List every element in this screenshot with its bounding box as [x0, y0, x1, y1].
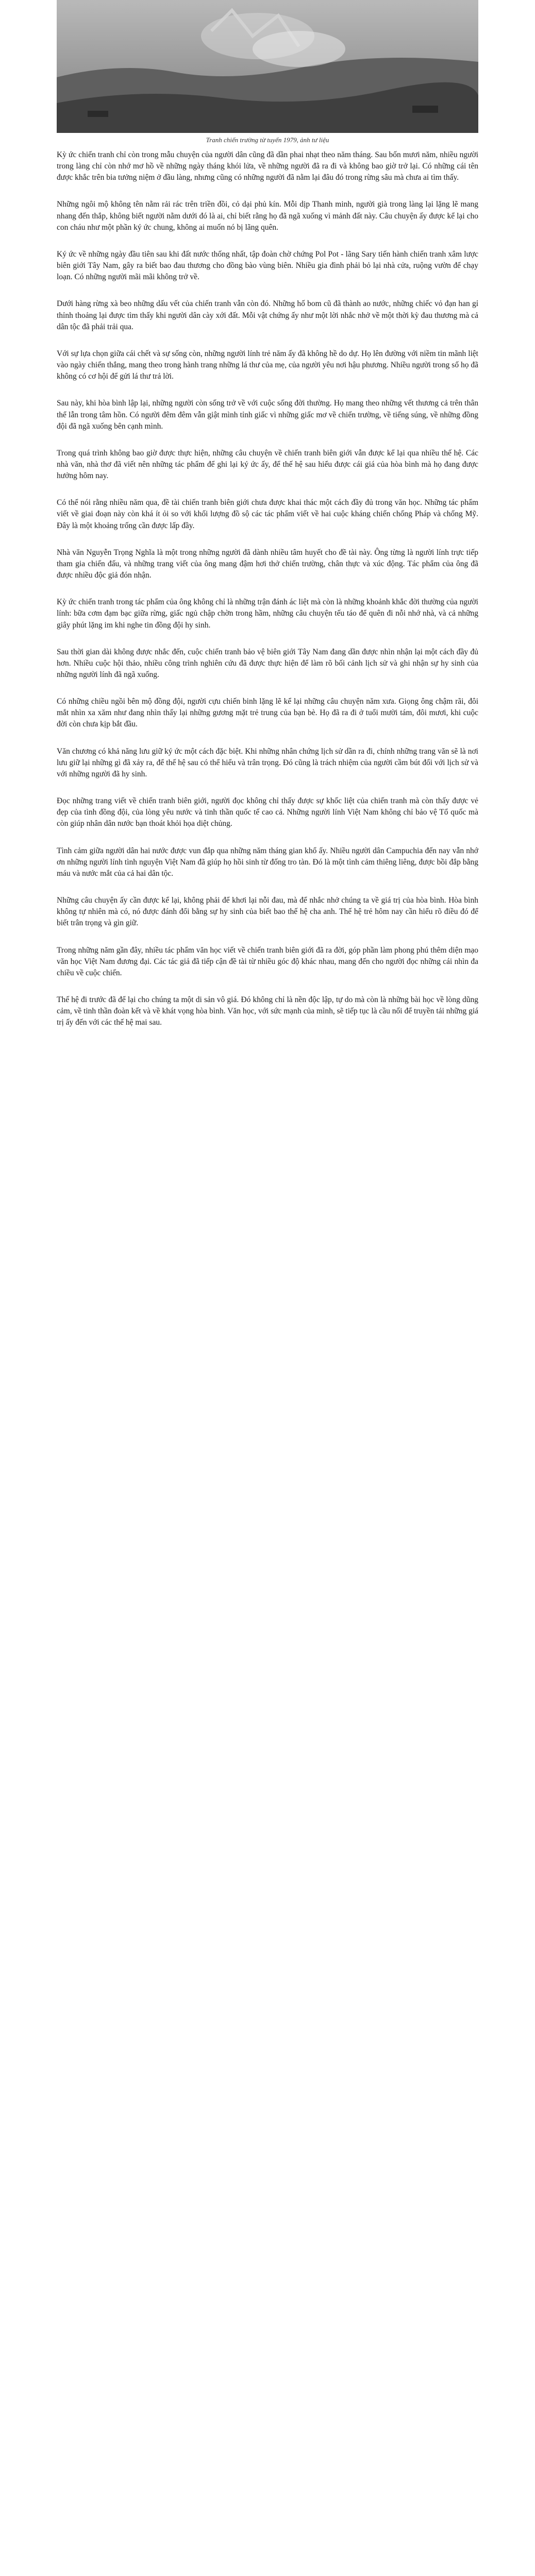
paragraph: Kỳ ức chiến tranh chỉ còn trong mẫu chuyện của người dân cũng đã dần phai nhạt theo năm tháng. Sau bốn mươi năm, nhiều người trong làng chỉ còn nhớ mơ hồ về những ngày tháng khói lửa, về những người đã ra đi và không bao giờ trở lại. Có những cái tên được khắc trên bia tưởng niệm ở đầu làng, nhưng cũng có những người đã nằm lại đâu đó trong rừng sâu mà chưa ai tìm thấy. [57, 150, 478, 182]
paragraph: Những ngôi mộ không tên nằm rải rác trên triền đồi, cỏ dại phủ kín. Mỗi dịp Thanh minh, người già trong làng lại lặng lẽ mang nhang đến thắp, không biết người nằm dưới đó là ai, chỉ biết rằng họ đã ngã xuống vì mảnh đất này. Câu chuyện ấy được kể lại cho con cháu như một phần ký ức chung, không ai muốn nó bị lãng quên. [57, 200, 478, 232]
hero-caption: Tranh chiến trường từ tuyến 1979, ảnh tư liệu [206, 136, 329, 144]
paragraph: Những câu chuyện ấy cần được kể lại, không phải để khơi lại nỗi đau, mà để nhắc nhở chúng ta về giá trị của hòa bình. Hòa bình không tự nhiên mà có, nó được đánh đổi bằng sự hy sinh của biết bao thế hệ cha anh. Thế hệ trẻ hôm nay cần hiểu rõ điều đó để biết trân trọng và gìn giữ. [57, 896, 478, 928]
paragraph: Có thể nói rằng nhiều năm qua, đề tài chiến tranh biên giới chưa được khai thác một cách đầy đủ trong văn học. Những tác phẩm viết về giai đoạn này còn khá ít ỏi so với khối lượng đồ sộ các tác phẩm viết về hai cuộc kháng chiến chống Pháp và chống Mỹ. Đây là một khoảng trống cần được lấp đầy. [57, 498, 478, 530]
paragraph: Có những chiều ngồi bên mộ đồng đội, người cựu chiến binh lặng lẽ kể lại những câu chuyện năm xưa. Giọng ông chậm rãi, đôi mắt nhìn xa xăm như đang nhìn thấy lại những gương mặt trẻ trung của bạn bè. Họ đã ra đi ở tuổi mười tám, đôi mươi, khi cuộc đời còn chưa kịp bắt đầu. [57, 697, 478, 729]
paragraph: Sau thời gian dài không được nhắc đến, cuộc chiến tranh bảo vệ biên giới Tây Nam đang dần được nhìn nhận lại một cách đầy đủ hơn. Nhiều cuộc hội thảo, nhiều công trình nghiên cứu đã được thực hiện để làm rõ bối cảnh lịch sử và ghi nhận sự hy sinh của những người lính đã ngã xuống. [57, 647, 478, 679]
paragraph: Sau này, khi hòa bình lập lại, những người còn sống trở về với cuộc sống đời thường. Họ mang theo những vết thương cả trên thân thể lẫn trong tâm hồn. Có người đêm đêm vẫn giật mình tỉnh giấc vì những giấc mơ về chiến trường, về tiếng súng, về những đồng đội đã ngã xuống bên cạnh mình. [57, 399, 478, 431]
paragraph: Kỳ ức chiến tranh trong tác phẩm của ông không chỉ là những trận đánh ác liệt mà còn là những khoảnh khắc đời thường của người lính: bữa cơm đạm bạc giữa rừng, giấc ngủ chập chờn trong hầm, những câu chuyện tếu táo để quên đi nỗi nhớ nhà, và cả những giây phút lặng im khi nghe tin đồng đội hy sinh. [57, 598, 478, 630]
paragraph: Văn chương có khả năng lưu giữ ký ức một cách đặc biệt. Khi những nhân chứng lịch sử dần ra đi, chính những trang văn sẽ là nơi lưu giữ lại những gì đã xảy ra, để thế hệ sau có thể hiểu và trân trọng. Đó cũng là trách nhiệm của người cầm bút đối với lịch sử và với những người đã hy sinh. [57, 747, 478, 778]
paragraph: Đọc những trang viết về chiến tranh biên giới, người đọc không chỉ thấy được sự khốc liệt của chiến tranh mà còn thấy được vẻ đẹp của tình đồng đội, của lòng yêu nước và tinh thần quốc tế cao cả. Những người lính Việt Nam không chỉ bảo vệ Tổ quốc mà còn giúp nhân dân nước bạn thoát khỏi họa diệt chủng. [57, 796, 478, 828]
paragraph: Tình cảm giữa người dân hai nước được vun đắp qua những năm tháng gian khổ ấy. Nhiều người dân Campuchia đến nay vẫn nhớ ơn những người lính tình nguyện Việt Nam đã giúp họ hồi sinh từ đống tro tàn. Đó là một tình cảm thiêng liêng, được bồi đắp bằng máu và nước mắt của cả hai dân tộc. [57, 846, 478, 878]
paragraph: Thế hệ đi trước đã để lại cho chúng ta một di sản vô giá. Đó không chỉ là nền độc lập, tự do mà còn là những bài học về lòng dũng cảm, về tinh thần đoàn kết và về khát vọng hòa bình. Văn học, với sức mạnh của mình, sẽ tiếp tục là cầu nối để truyền tải những giá trị ấy đến với các thế hệ mai sau. [57, 995, 478, 1027]
paragraph: Dưới hàng rừng xà beo những dấu vết của chiến tranh vẫn còn đó. Những hố bom cũ đã thành ao nước, những chiếc vỏ đạn han gỉ thỉnh thoảng lại được tìm thấy khi người dân cày xới đất. Mỗi vật chứng ấy như một lời nhắc nhở về một thời kỳ đau thương mà cả dân tộc đã phải trải qua. [57, 299, 478, 331]
paragraph: Trong những năm gần đây, nhiều tác phẩm văn học viết về chiến tranh biên giới đã ra đời, góp phần làm phong phú thêm diện mạo văn học Việt Nam đương đại. Các tác giả đã tiếp cận đề tài từ nhiều góc độ khác nhau, mang đến cho người đọc những cái nhìn đa chiều về cuộc chiến. [57, 945, 478, 977]
hero-image [57, 0, 478, 133]
paragraph: Với sự lựa chọn giữa cái chết và sự sống còn, những người lính trẻ năm ấy đã không hề do dự. Họ lên đường với niềm tin mãnh liệt vào ngày chiến thắng, mang theo trong hành trang những lá thư của mẹ, của người yêu nơi hậu phương. Nhiều người trong số họ đã không có cơ hội để gửi lá thư trả lời. [57, 349, 478, 381]
paragraph: Ký ức về những ngày đầu tiên sau khi đất nước thống nhất, tập đoàn chờ chứng Pol Pot - lãng Sary tiến hành chiến tranh xâm lược biên giới Tây Nam, gây ra biết bao đau thương cho đồng bào vùng biên. Nhiều gia đình phải bỏ lại nhà cửa, ruộng vườn để chạy loạn. Có những người mãi mãi không trở về. [57, 249, 478, 282]
article-body [57, 149, 478, 2576]
paragraph: Trong quá trình không bao giờ được thực hiện, những câu chuyện về chiến tranh biên giới vẫn được kể lại qua nhiều thế hệ. Các nhà văn, nhà thơ đã viết nên những tác phẩm để ghi lại ký ức ấy, để thế hệ sau hiểu được cái giá của hòa bình mà họ đang được hưởng hôm nay. [57, 448, 478, 481]
paragraph: Nhà văn Nguyễn Trọng Nghĩa là một trong những người đã dành nhiều tâm huyết cho đề tài này. Ông từng là người lính trực tiếp tham gia chiến đấu, và những trang viết của ông mang đậm hơi thở chiến trường, chân thực và xúc động. Tác phẩm của ông đã được nhiều độc giả đón nhận. [57, 548, 478, 580]
